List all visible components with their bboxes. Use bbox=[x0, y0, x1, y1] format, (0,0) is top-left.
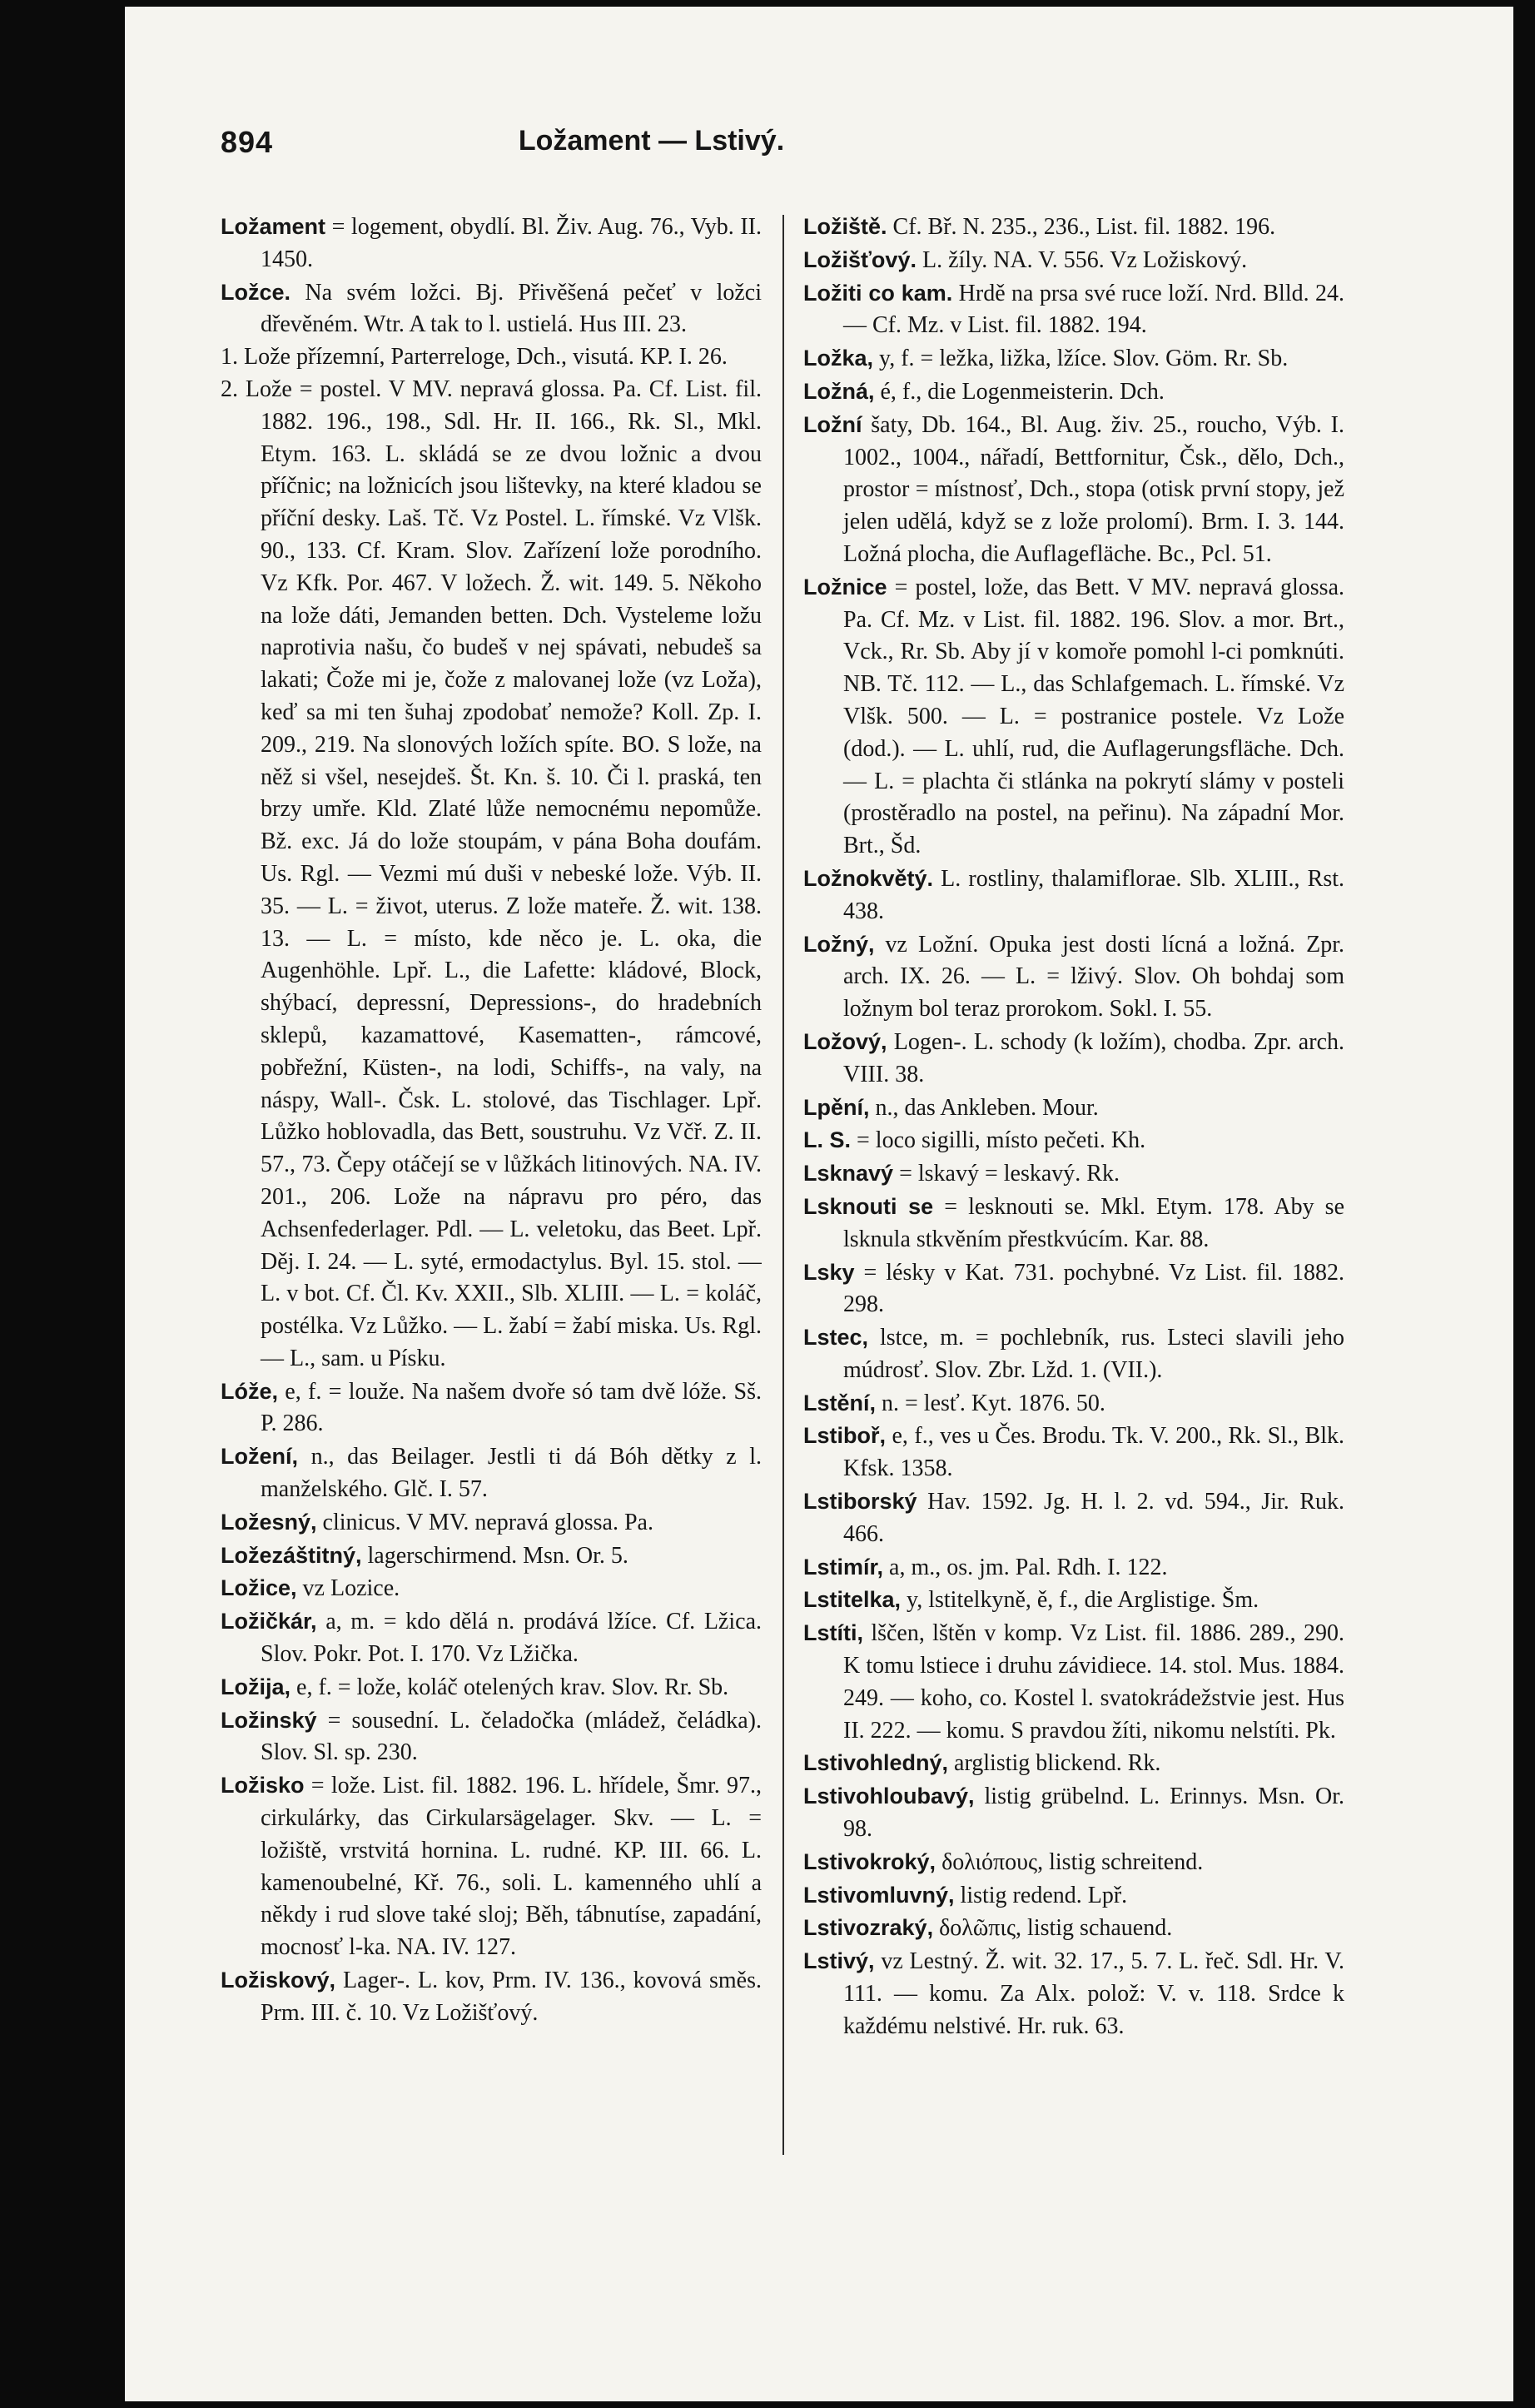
entry-headword: Lstivý, bbox=[803, 1948, 875, 1974]
dictionary-entry bbox=[803, 1420, 1344, 1485]
entry-headword: Lstění, bbox=[803, 1390, 877, 1415]
dictionary-entry bbox=[803, 1912, 1344, 1945]
entry-headword: Lsknavý bbox=[803, 1161, 894, 1187]
entry-headword: Ložice, bbox=[221, 1575, 297, 1601]
entry-headword: Ložesný, bbox=[221, 1509, 317, 1535]
running-title: Ložament — Lstivý. bbox=[518, 125, 785, 157]
dictionary-entry bbox=[221, 1376, 762, 1441]
entry-text: e, f. = lože, koláč otelených krav. Slov. Rr. Sb. bbox=[291, 1674, 729, 1700]
entry-text: = lésky v Kat. 731. pochybné. Vz List. fil. 1882. 298. bbox=[843, 1259, 1344, 1318]
entry-text: lstce, m. = pochlebník, rus. Lsteci slavili jeho múdrosť. Slov. Zbr. Lžd. 1. (VII.). bbox=[843, 1325, 1344, 1383]
dictionary-entry bbox=[803, 409, 1344, 571]
entry-text: arglistig blickend. Rk. bbox=[948, 1750, 1161, 1777]
dictionary-entry bbox=[803, 1321, 1344, 1387]
entry-text: Na svém ložci. Bj. Přivěšená pečeť v ložci dřevěném. Wtr. A tak to l. ustielá. Hus III. 23. bbox=[261, 279, 762, 338]
dictionary-entry bbox=[221, 1769, 762, 1964]
dictionary-entry bbox=[221, 1440, 762, 1506]
entry-headword: Ložiskový, bbox=[221, 1968, 336, 1993]
entry-headword: Lstivokroký, bbox=[803, 1848, 936, 1874]
entry-text: = logement, obydlí. Bl. Živ. Aug. 76., Vyb. II. 1450. bbox=[261, 214, 762, 272]
dictionary-entry bbox=[803, 1617, 1344, 1747]
dictionary-entry bbox=[803, 1191, 1344, 1256]
dictionary-entry bbox=[803, 1157, 1344, 1191]
entry-headword: Lstivohloubavý, bbox=[803, 1784, 975, 1809]
dictionary-entry bbox=[221, 1540, 762, 1573]
entry-text: = sousední. L. čeladočka (mládež, čeládka). Slov. Sl. sp. 230. bbox=[261, 1707, 762, 1766]
entry-headword: Lstivozraký, bbox=[803, 1915, 934, 1941]
dictionary-entry bbox=[221, 1964, 762, 2030]
dictionary-entry bbox=[803, 571, 1344, 863]
entry-text: clinicus. V MV. nepravá glossa. Pa. bbox=[316, 1509, 653, 1535]
entry-headword: Lpění, bbox=[803, 1094, 870, 1120]
entry-headword: Lstiborský bbox=[803, 1489, 917, 1515]
entry-headword: Ložinský bbox=[221, 1707, 317, 1733]
entry-text: Cf. Bř. N. 235., 236., List. fil. 1882. 196. bbox=[887, 214, 1276, 240]
entry-text: δολιόπους, listig schreitend. bbox=[936, 1848, 1204, 1875]
entry-headword: Ložná, bbox=[803, 378, 875, 404]
dictionary-entry bbox=[803, 1256, 1344, 1322]
entry-headword: Lstiboř, bbox=[803, 1423, 886, 1449]
page-number: 894 bbox=[221, 125, 274, 159]
entry-text: lagerschirmend. Msn. Or. 5. bbox=[361, 1542, 628, 1569]
dictionary-entry bbox=[803, 342, 1344, 376]
entry-text: vz Lestný. Ž. wit. 32. 17., 5. 7. L. řeč. Sdl. Hr. V. 111. — komu. Za Alx. polož: V. v. 118. Srdce k každému nelstivé. Hr. ruk. 63. bbox=[843, 1948, 1344, 2039]
entry-text: 1. Lože přízemní, Parterreloge, Dch., visutá. KP. I. 26. bbox=[221, 344, 728, 371]
dictionary-entry bbox=[803, 1945, 1344, 2042]
entry-headword: Ložce. bbox=[221, 279, 291, 305]
entry-text: lščen, lštěn v komp. Vz List. fil. 1886. 289., 290. K tomu lstiece i druhu závidiece. 14. stol. Mus. 1884. 249. — koho, co. Kostel l. svatokrádežstvie jest. Hus II. 222. — komu. S pravdou žíti, nikomu nelstíti. Pk. bbox=[843, 1620, 1344, 1744]
entry-text: δολῶπις, listig schauend. bbox=[933, 1915, 1173, 1942]
entry-text: = lskavý = leskavý. Rk. bbox=[893, 1161, 1120, 1187]
entry-headword: Ložezáštitný, bbox=[221, 1542, 362, 1568]
entry-text: = lože. List. fil. 1882. 196. L. hřídele, Šmr. 97., cirkulárky, das Cirkularsägelager. Skv. — L. = ložiště, vrstvitá hornina. L. rudné. KP. III. 66. L. kamenoubelné, Kř. 76., soli. L. kamenného uhlí a někdy i rud slove také sloj; Běh, tábnutíse, zapadání, mocnosť l-ka. NA. IV. 127. bbox=[261, 1773, 762, 1961]
entry-text: n., das Ankleben. Mour. bbox=[869, 1094, 1099, 1121]
dictionary-entry bbox=[221, 1704, 762, 1770]
dictionary-entry bbox=[803, 1026, 1344, 1092]
entry-text: e, f. = louže. Na našem dvoře só tam dvě lóže. Sš. P. 286. bbox=[261, 1378, 762, 1437]
right-column bbox=[803, 211, 1344, 2043]
entry-headword: Ložení, bbox=[221, 1444, 298, 1470]
entry-headword: Lstíti, bbox=[803, 1620, 863, 1646]
entry-text: n., das Beilager. Jestli ti dá Bóh dětky z l. manželského. Glč. I. 57. bbox=[261, 1444, 762, 1503]
entry-headword: Ložišťový. bbox=[803, 246, 917, 272]
entry-text: vz Ložní. Opuka jest dosti lícná a ložná. Zpr. arch. IX. 26. — L. = lživý. Slov. Oh bohdaj som ložnym bol teraz prorokom. Sokl. I. 55. bbox=[843, 931, 1344, 1022]
dictionary-entry bbox=[803, 1485, 1344, 1551]
entry-text: = postel, lože, das Bett. V MV. nepravá glossa. Pa. Cf. Mz. v List. fil. 1882. 196. Slov. a mor. Brt., Vck., Rr. Sb. Aby jí v komoře pomohl l-ci pomknúti. NB. Tč. 112. — L., das Schlafgemach. L. římské. Vz Vlšk. 500. — L. = postranice postele. Vz Lože (dod.). — L. uhlí, rud, die Auflagerungsfläche. Dch. — L. = plachta či stlánka na pokrytí slámy v posteli (prostěradlo na postel, na peřinu). Na západní Mor. Brt., Šd. bbox=[843, 574, 1344, 859]
entry-headword: Ložní bbox=[803, 411, 862, 437]
entry-headword: L. S. bbox=[803, 1127, 852, 1153]
column-divider bbox=[782, 215, 784, 2155]
dictionary-entry bbox=[803, 376, 1344, 409]
entry-text: listig grübelnd. L. Erinnys. Msn. Or. 98. bbox=[843, 1784, 1344, 1843]
entry-headword: Ložičkár, bbox=[221, 1609, 317, 1634]
entry-headword: Ložiti co kam. bbox=[803, 280, 953, 306]
entry-headword: Lsky bbox=[803, 1259, 855, 1285]
entry-text: L. rostliny, thalamiflorae. Slb. XLIII., Rst. 438. bbox=[843, 865, 1344, 924]
dictionary-entry bbox=[221, 1572, 762, 1605]
dictionary-entry bbox=[803, 244, 1344, 277]
dictionary-entry bbox=[221, 1506, 762, 1540]
entry-text: y, f. = ležka, ližka, lžíce. Slov. Göm. Rr. Sb. bbox=[873, 346, 1289, 372]
dictionary-entry bbox=[221, 341, 762, 374]
entry-headword: Ložament bbox=[221, 214, 326, 239]
dictionary-entry bbox=[803, 1846, 1344, 1879]
dictionary-entry bbox=[803, 863, 1344, 928]
entry-headword: Ložija, bbox=[221, 1674, 291, 1699]
entry-headword: Ložka, bbox=[803, 346, 874, 371]
entry-text: Logen-. L. schody (k ložím), chodba. Zpr. arch. VIII. 38. bbox=[843, 1028, 1344, 1087]
entry-text: a, m. = kdo dělá n. prodává lžíce. Cf. Lžica. Slov. Pokr. Pot. I. 170. Vz Lžička. bbox=[261, 1609, 762, 1668]
entry-text: listig redend. Lpř. bbox=[954, 1882, 1128, 1908]
dictionary-entry bbox=[221, 276, 762, 342]
entry-text: e, f., ves u Čes. Brodu. Tk. V. 200., Rk. Sl., Blk. Kfsk. 1358. bbox=[843, 1423, 1344, 1482]
entry-headword: Lstivohledný, bbox=[803, 1750, 949, 1776]
dictionary-entry bbox=[221, 374, 762, 1376]
dictionary-entry bbox=[803, 928, 1344, 1026]
dictionary-entry bbox=[803, 1551, 1344, 1585]
dictionary-entry bbox=[803, 1124, 1344, 1157]
entry-text: é, f., die Logenmeisterin. Dch. bbox=[874, 378, 1165, 405]
entry-text: vz Lozice. bbox=[296, 1575, 400, 1602]
entry-text: a, m., os. jm. Pal. Rdh. I. 122. bbox=[883, 1554, 1168, 1580]
dictionary-entry bbox=[803, 1747, 1344, 1780]
dictionary-entry bbox=[221, 1605, 762, 1671]
dictionary-entry bbox=[803, 277, 1344, 343]
entry-text: y, lstitelkyně, ě, f., die Arglistige. Šm. bbox=[901, 1587, 1259, 1614]
dictionary-entry bbox=[803, 1780, 1344, 1846]
entry-headword: Lstitelka, bbox=[803, 1587, 902, 1613]
page-header bbox=[221, 125, 1082, 175]
entry-headword: Ložový, bbox=[803, 1028, 887, 1054]
dictionary-entry bbox=[803, 211, 1344, 244]
entry-headword: Ložnice bbox=[803, 574, 887, 600]
dictionary-entry bbox=[803, 1879, 1344, 1913]
entry-headword: Lstimír, bbox=[803, 1554, 884, 1580]
entry-text: n. = lesť. Kyt. 1876. 50. bbox=[876, 1390, 1105, 1416]
dictionary-entry bbox=[803, 1584, 1344, 1617]
entry-text: Hrdě na prsa své ruce loží. Nrd. Blld. 24. — Cf. Mz. v List. fil. 1882. 194. bbox=[843, 280, 1344, 339]
entry-headword: Lsknouti se bbox=[803, 1193, 934, 1219]
entry-text: L. žíly. NA. V. 556. Vz Ložiskový. bbox=[916, 246, 1248, 273]
entry-headword: Lstivomluvný, bbox=[803, 1882, 955, 1908]
entry-headword: Lóže, bbox=[221, 1378, 279, 1404]
dictionary-page bbox=[125, 7, 1513, 2401]
dictionary-entry bbox=[221, 1671, 762, 1704]
entry-text: Lager-. L. kov, Prm. IV. 136., kovová směs. Prm. III. č. 10. Vz Ložišťový. bbox=[261, 1968, 762, 2026]
entry-text: šaty, Db. 164., Bl. Aug. živ. 25., roucho, Výb. I. 1002., 1004., nářadí, Bettfornitur, Čsk., dělo, Dch., prostor = místnosť, Dch., stopa (otisk první stopy, jež jelen udělá, když se z lože prolomí). Brm. I. 3. 144. Ložná plocha, die Auflagefläche. Bc., Pcl. 51. bbox=[843, 411, 1344, 567]
entry-text: Hav. 1592. Jg. H. l. 2. vd. 594., Jir. Ruk. 466. bbox=[843, 1489, 1344, 1547]
entry-text: = loco sigilli, místo pečeti. Kh. bbox=[851, 1127, 1146, 1154]
entry-headword: Ložisko bbox=[221, 1773, 305, 1799]
dictionary-entry bbox=[221, 211, 762, 276]
dictionary-entry bbox=[803, 1387, 1344, 1420]
entry-headword: Ložnokvětý. bbox=[803, 865, 934, 891]
dictionary-entry bbox=[803, 1092, 1344, 1125]
entry-headword: Lstec, bbox=[803, 1325, 869, 1351]
entry-headword: Ložný, bbox=[803, 931, 875, 957]
entry-headword: Ložiště. bbox=[803, 214, 887, 239]
entry-text: = lesknouti se. Mkl. Etym. 178. Aby se lsknula stkvěním přestkvúcím. Kar. 88. bbox=[843, 1193, 1344, 1252]
entry-text: 2. Lože = postel. V MV. nepravá glossa. Pa. Cf. List. fil. 1882. 196., 198., Sdl. Hr. II. 166., Rk. Sl., Mkl. Etym. 163. L. skládá se ze dvou ložnic a dvou příčnic; na ložnicích jsou lištevky, na které kladou se příční desky. Laš. Tč. Vz Postel. L. římské. Vz Vlšk. 90., 133. Cf. Kram. Slov. Zařízení lože porodního. Vz Kfk. Por. 467. V ložech. Ž. wit. 149. 5. Někoho na lože dáti, Jemanden betten. Dch. Vysteleme ložu naprotivia našu, čo budeš v nej spávati, nebudeš sa lakati; Čože mi je, čože z malovanej lože (vz Loža), keď sa mi ten šuhaj zpodobať nemože? Koll. Zp. I. 209., 219. Na slonových ložích spíte. BO. S lože, na něž si všel, nesejdeš. Št. Kn. š. 10. Či l. praská, ten brzy umře. Kld. Zlaté lůže nemocnému nepomůže. Bž. exc. Já do lože stoupám, v pána Boha doufám. Us. Rgl. — Vezmi mú duši v nebeské lože. Výb. II. 35. — L. = život, uterus. Z lože mateře. Ž. wit. 138. 13. — L. = místo, kde něco je. L. oka, die Augenhöhle. Lpř. L., die Lafette: kládové, Block, shýbací, depressní, Depressions-, do hradebních sklepů, kazamattové, Kasematten-, rámcové, pobřežní, Küsten-, na lodi, Schiffs-, na valy, na náspy, Wall-. Čsk. L. stolové, das Tischlager. Lpř. Lůžko hoblovadla, das Bett, soustruhu. Vz Včř. Z. II. 57., 73. Čepy otáčejí se v lůžkách litinových. NA. IV. 201., 206. Lože na nápravu pro péro, das Achsenfederlager. Pdl. — L. veletoku, das Beet. Lpř. Děj. I. 24. — L. syté, ermodactylus. Byl. 15. stol. — L. v bot. Cf. Čl. Kv. XXII., Slb. XLIII. — L. = koláč, postélka. Vz Lůžko. — L. žabí = žabí miska. Us. Rgl. — L., sam. u Písku. bbox=[221, 376, 762, 1371]
left-column bbox=[221, 211, 762, 2030]
